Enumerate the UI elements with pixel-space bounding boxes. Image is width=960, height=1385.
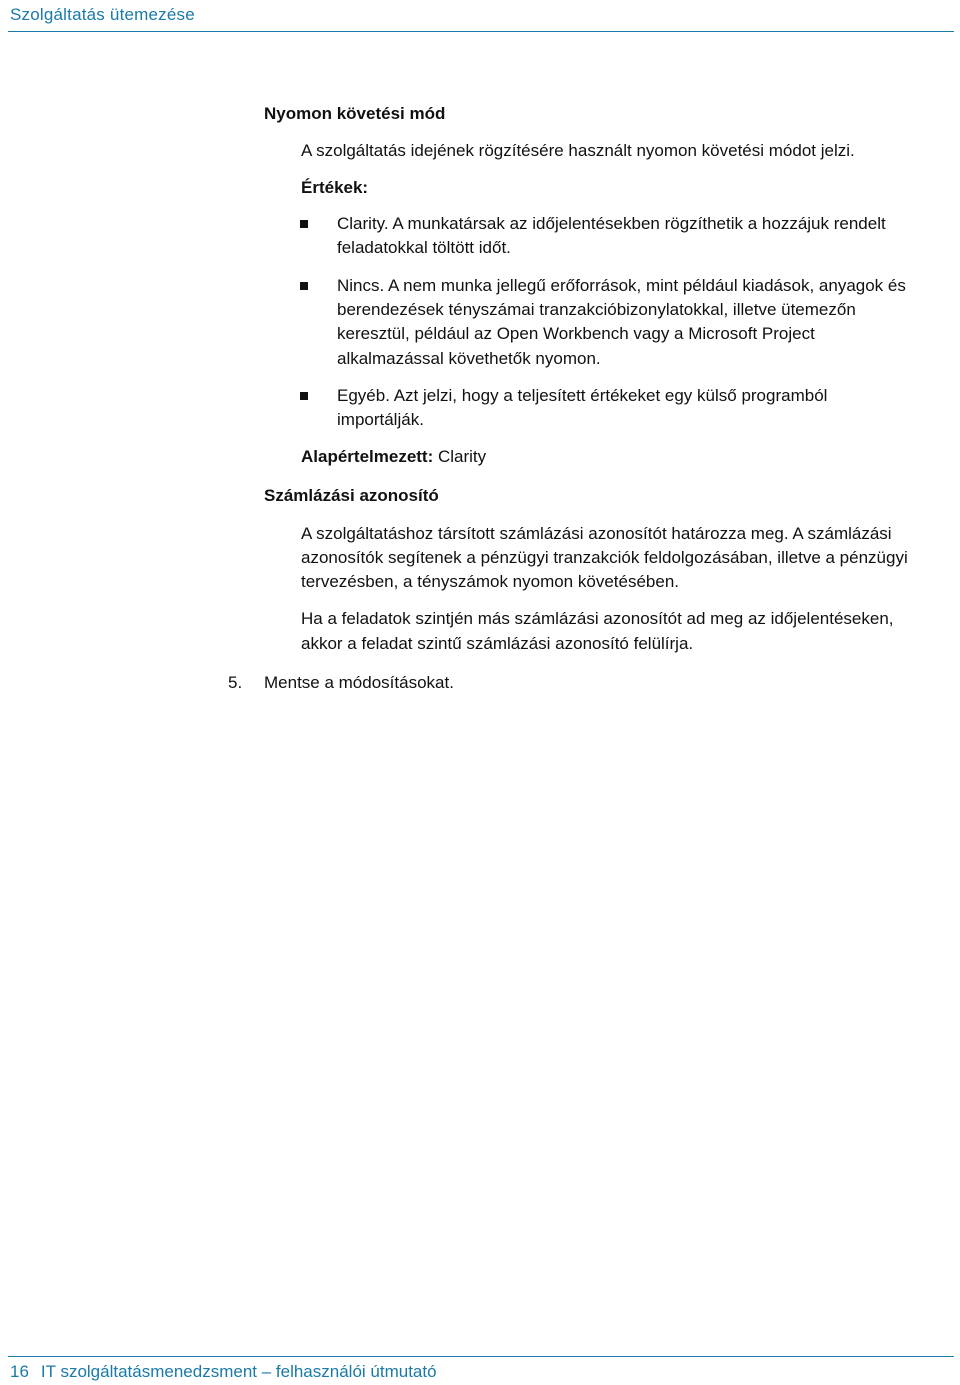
step-text: Mentse a módosításokat. xyxy=(264,673,454,692)
bullet-icon xyxy=(300,392,308,400)
bullet-none-line-2: berendezések tényszámai tranzakcióbizonylatokkal, illetve ütemezőn xyxy=(337,300,856,319)
billing-para1-line-1: A szolgáltatáshoz társított számlázási azonosítót határozza meg. A számlázási xyxy=(301,524,892,543)
running-header: Szolgáltatás ütemezése xyxy=(10,5,195,24)
bullet-none-line-3: keresztül, például az Open Workbench vagy a Microsoft Project xyxy=(337,324,815,343)
billing-para1-line-3: tervezésben, a tényszámok nyomon követésében. xyxy=(301,572,679,591)
step-number: 5. xyxy=(228,673,243,692)
page-number: 16 xyxy=(10,1362,29,1381)
billing-para2-line-2: akkor a feladat szintű számlázási azonosító felülírja. xyxy=(301,634,694,653)
bullet-none-line-1: Nincs. A nem munka jellegű erőforrások, mint például kiadások, anyagok és xyxy=(337,276,906,295)
bullet-other-line-1: Egyéb. Azt jelzi, hogy a teljesített értékeket egy külső programból xyxy=(337,386,828,405)
default-label: Alapértelmezett: xyxy=(301,447,434,466)
bullet-none-line-4: alkalmazással követhetők nyomon. xyxy=(337,349,601,368)
bullet-clarity-line-1: Clarity. A munkatársak az időjelentésekben rögzíthetik a hozzájuk rendelt xyxy=(337,214,886,233)
billing-para2-line-1: Ha a feladatok szintjén más számlázási azonosítót ad meg az időjelentéseken, xyxy=(301,609,894,628)
section-heading-tracking-mode: Nyomon követési mód xyxy=(264,104,446,123)
default-value-row xyxy=(301,445,486,469)
bullet-icon xyxy=(300,220,308,228)
billing-para1-line-2: azonosítók segítenek a pénzügyi tranzakciók feldolgozásában, illetve a pénzügyi xyxy=(301,548,908,567)
tracking-mode-description: A szolgáltatás idejének rögzítésére használt nyomon követési módot jelzi. xyxy=(301,141,855,160)
bullet-icon xyxy=(300,282,308,290)
bullet-clarity-line-2: feladatokkal töltött időt. xyxy=(337,238,511,257)
bullet-other-line-2: importálják. xyxy=(337,410,424,429)
default-value: Clarity xyxy=(433,447,487,466)
footer-title: IT szolgáltatásmenedzsment – felhasználói útmutató xyxy=(40,1362,437,1381)
running-footer xyxy=(10,1362,437,1382)
section-heading-billing-id: Számlázási azonosító xyxy=(264,486,439,505)
header-divider xyxy=(8,31,954,32)
values-label: Értékek: xyxy=(301,178,369,197)
footer-divider xyxy=(8,1356,954,1357)
